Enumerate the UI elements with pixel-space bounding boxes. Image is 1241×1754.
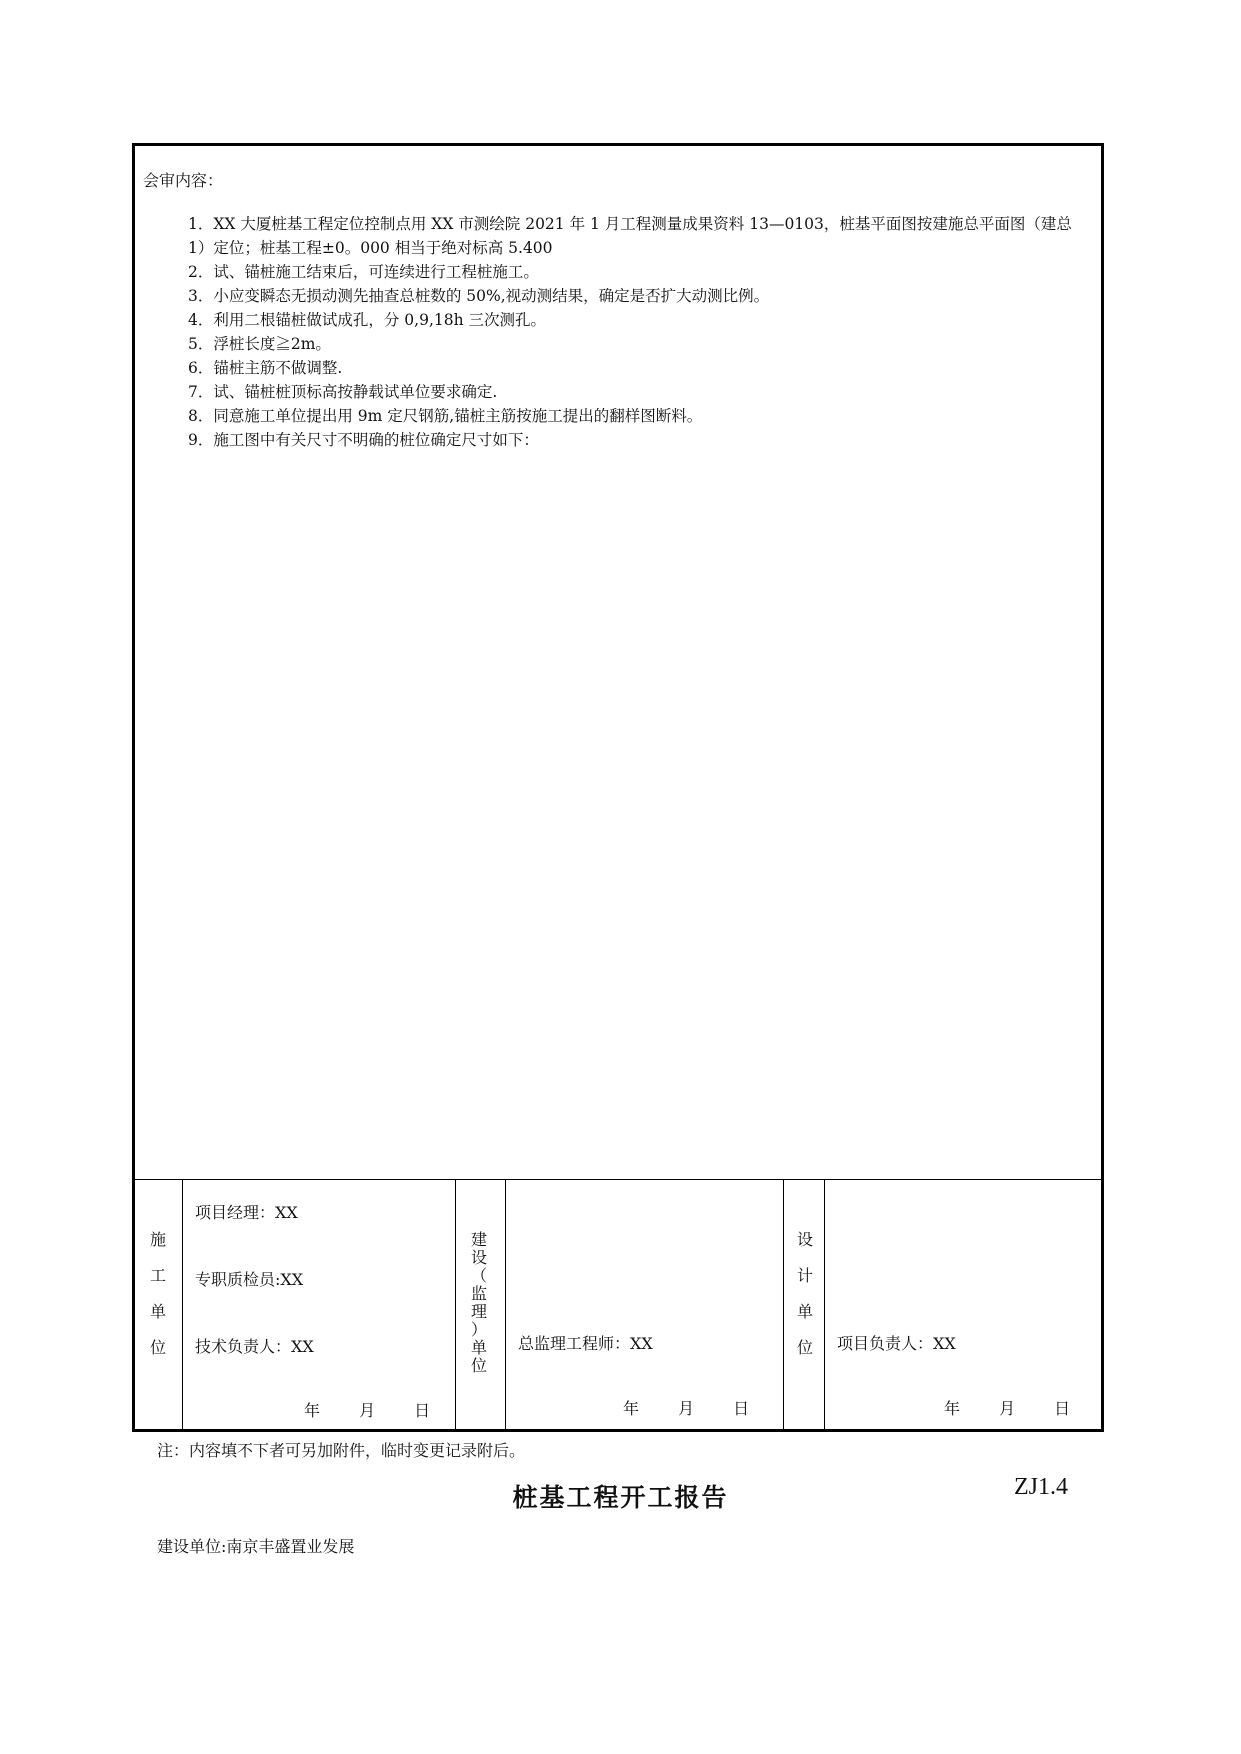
technical-lead-field: 技术负责人：XX	[195, 1337, 314, 1356]
review-item: 2．试、锚桩施工结束后，可连续进行工程桩施工。	[188, 263, 539, 281]
review-item: 3．小应变瞬态无损动测先抽查总桩数的 50%,视动测结果，确定是否扩大动测比例。	[188, 287, 770, 305]
owner-unit-label: 建 设 （ 监 理 ） 单 位	[470, 1230, 487, 1375]
design-lead-field: 项目负责人：XX	[837, 1334, 956, 1353]
signature-row-divider	[135, 1179, 1101, 1180]
review-item: 9．施工图中有关尺寸不明确的桩位确定尺寸如下：	[188, 431, 539, 449]
review-item: 6．锚桩主筋不做调整.	[188, 359, 343, 377]
review-items-list	[188, 212, 1093, 452]
quality-inspector-field: 专职质检员:XX	[195, 1270, 304, 1289]
column-divider	[182, 1179, 183, 1429]
construction-unit-label: 施 工 单 位	[149, 1230, 166, 1357]
project-manager-field: 项目经理：XX	[195, 1203, 298, 1222]
design-date-field: 年 月 日	[944, 1399, 1071, 1418]
form-note: 注：内容填不下者可另加附件，临时变更记录附后。	[157, 1441, 526, 1460]
column-divider	[455, 1179, 456, 1429]
column-divider	[505, 1179, 506, 1429]
chief-supervisor-field: 总监理工程师：XX	[518, 1334, 653, 1353]
review-item: 7．试、锚桩桩顶标高按静载试单位要求确定.	[188, 383, 498, 401]
review-item: 4．利用二根锚桩做试成孔，分 0,9,18h 三次测孔。	[188, 311, 546, 329]
construction-date-field: 年 月 日	[304, 1401, 431, 1420]
form-code: ZJ1.4	[1014, 1474, 1068, 1500]
review-item: 5．浮桩长度≧2m。	[188, 335, 331, 353]
review-content-label: 会审内容：	[143, 171, 224, 190]
owner-date-field: 年 月 日	[623, 1399, 750, 1418]
column-divider	[824, 1179, 825, 1429]
review-item: 1．XX 大厦桩基工程定位控制点用 XX 市测绘院 2021 年 1 月工程测量成果资料 13—0103，桩基平面图按建施总平面图（建总 1）定位；桩基工程±0。000 相当于绝对标高 5.400	[188, 215, 1072, 257]
page-title: 桩基工程开工报告	[512, 1483, 729, 1512]
column-divider	[783, 1179, 784, 1429]
design-unit-label: 设 计 单 位	[796, 1230, 813, 1357]
review-item: 8．同意施工单位提出用 9m 定尺钢筋,锚桩主筋按施工提出的翻样图断料。	[188, 407, 703, 425]
owner-unit-line: 建设单位:南京丰盛置业发展	[157, 1537, 355, 1556]
